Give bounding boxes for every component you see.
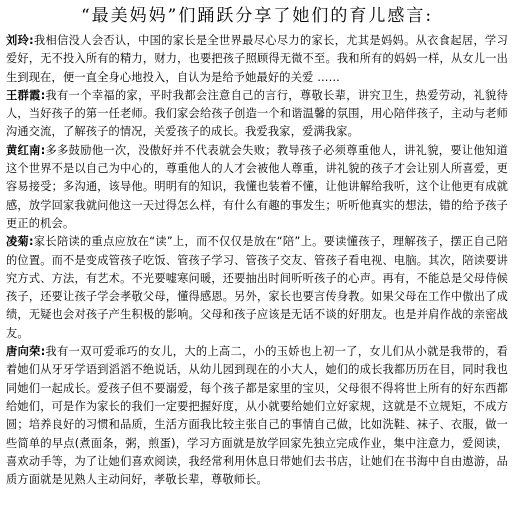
entry-tang-xiangrong	[6, 343, 508, 489]
entry-text: 我有一双可爱乖巧的女儿，大的上高二，小的玉娇也上初一了，女儿们从小就是我带的，看着她们从牙牙学语到滔滔不绝说话，从幼儿园到现在的小大人，她们的成长我都历历在目，同时我也同她们一起成长。爱孩子但不要溺爱，每个孩子都是家里的宝贝，父母很不得将世上所有的好东西都给她们，可是作为家长的我们一定要把握好度，从小就要给她们立好家规，这就是不立规矩，不成方圆；培养良好的习惯和品质，生活方面我比较主张自己的事情自己做，比如洗鞋、袜子、衣服，做一些简单的早点(煮面条，粥，煎蛋)，学习方面就是放学回家先独立完成作业，集中注意力，爱阅读，喜欢动手等，为了让她们喜欢阅读，我经常利用休息日带她们去书店，让她们在书海中自由遨游，品质方面就是见熟人主动问好，孝敬长辈，尊敬师长。	[6, 345, 508, 487]
entry-wang-qunxia	[6, 87, 508, 142]
entry-ling-ju	[6, 233, 508, 343]
headline: “最美妈妈”们踊跃分享了她们的育儿感言:	[80, 6, 434, 26]
entry-name: 唐向荣:	[6, 345, 46, 359]
entry-name: 王群霞:	[6, 88, 46, 102]
entry-name: 凌菊:	[6, 235, 34, 249]
entry-huang-hongnan	[6, 142, 508, 233]
entry-text: 多多鼓励他一次，没傲好并不代表就会失败；教导孩子必须尊重他人，讲礼貌，要让他知道这个世界不是以自己为中心的，尊重他人的人才会被他人尊重，讲礼貌的孩子才会让别人所喜爱，更容易接受；多沟通，该导他。明明有的知识，我懂也装着不懂，让他讲解给我听，这个让他更有成就感，放学回家我就问他这一天过得怎么样，有什么有趣的事发生；听听他真实的想法，错的给予孩子更正的机会。	[6, 143, 508, 230]
entry-text: 我相信没人会否认，中国的家长是全世界最尽心尽力的家长，尤其是妈妈。从衣食起居，学习爱好，无不投入所有的精力，财力，也要把孩子照顾得无微不至。我和所有的妈妈一样，从女儿一出生到现在，便一直全身心地投入，自认为是给予她最好的关爱 ……	[6, 34, 509, 84]
entry-text: 我有一个幸福的家，平时我都会注意自己的言行，尊敬长辈，讲究卫生，热爱劳动，礼貌待人，当好孩子的第一任老师。我们家会给孩子创造一个和谐温馨的氛围，用心陪伴孩子，主动与老师沟通交流，了解孩子的情况，关爱孩子的成长。我爱我家，爱满我家。	[6, 88, 508, 139]
entry-name: 刘玲:	[6, 34, 34, 47]
entry-name: 黄红南:	[6, 143, 46, 157]
entry-text: 家长陪读的重点应放在“读”上，而不仅仅是放在“陪”上。要读懂孩子，理解孩子，摆正自己陪的位置。而不是变成管孩子吃饭、管孩子学习、管孩子交友、管孩子看电视、电脑。其次，陪读要讲究方式、方法，有艺术。不光要嘘寒问暖，还要抽出时间听听孩子的心声。再有，不能总是父母侍候孩子，还要让孩子学会孝敬父母，懂得感恩。另外，家长也要言传身教。如果父母在工作中傲出了成绩，无疑也会对孩子产生积极的影响。父母和孩子应该是无话不谈的好朋友。也是并肩作战的亲密战友。	[6, 235, 508, 340]
entry-liu-ling	[6, 32, 508, 87]
